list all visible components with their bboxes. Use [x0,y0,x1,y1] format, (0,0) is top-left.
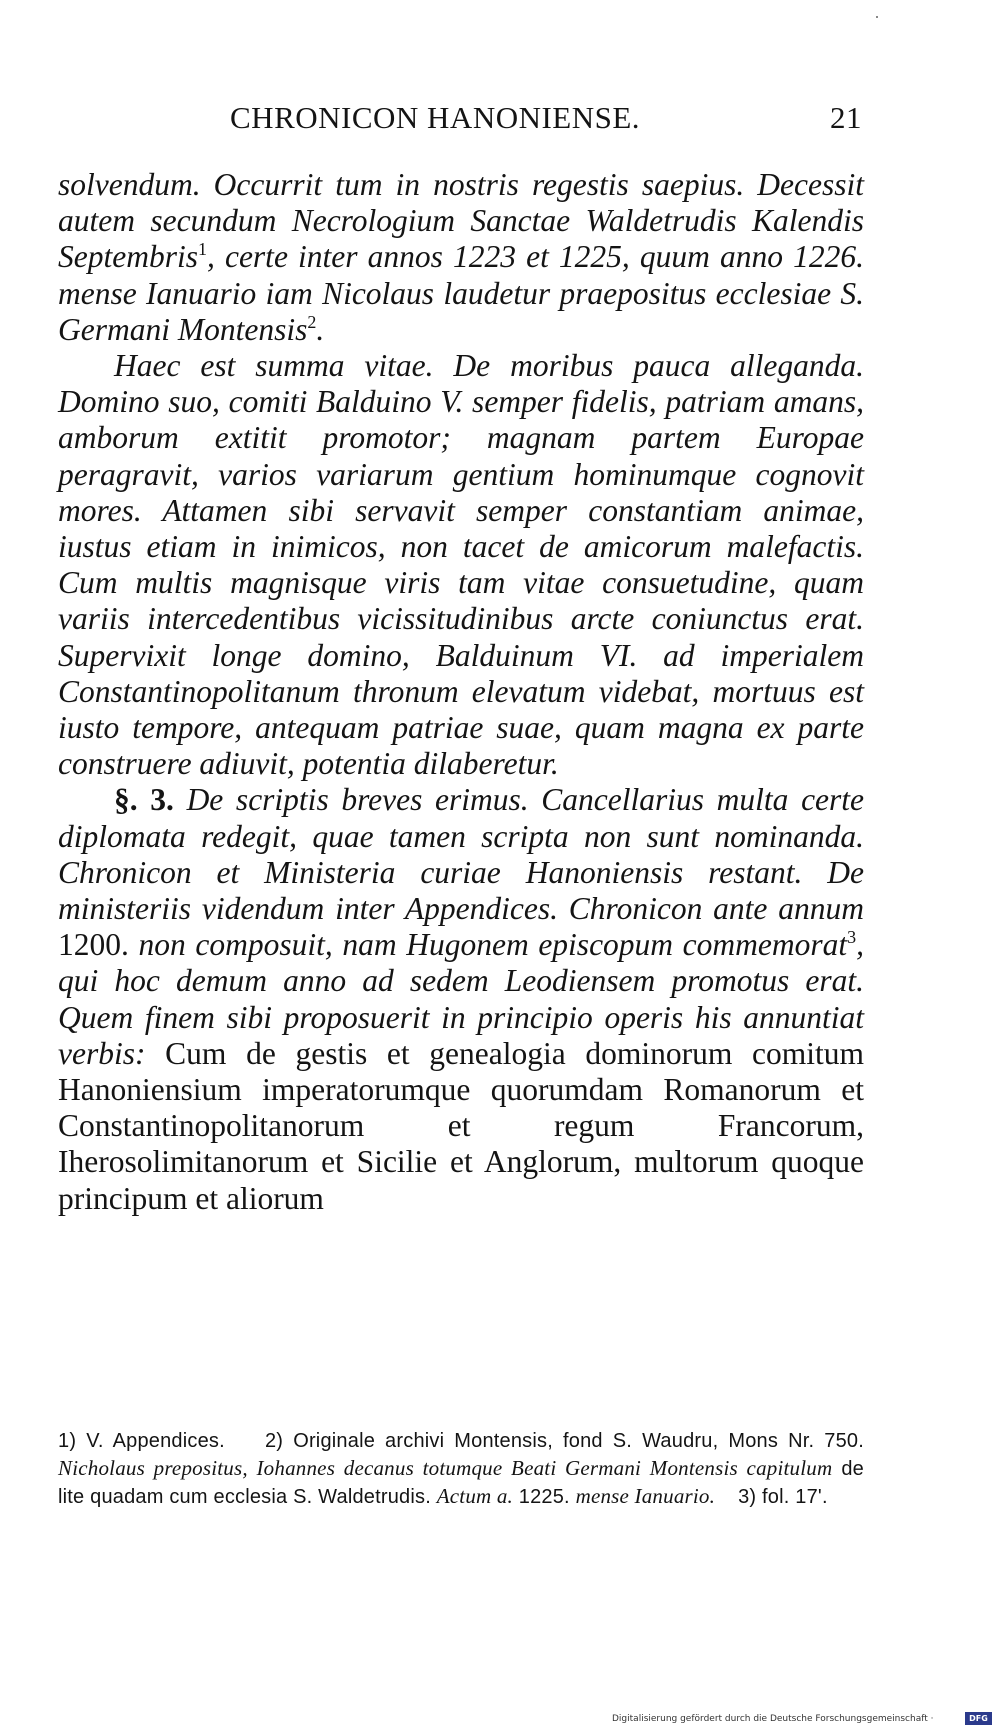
footnote-2-month: mense Ianuario. [575,1484,716,1508]
paragraph-3-text-c: , qui hoc demum anno ad sedem Leodiensem promotus erat. Quem finem sibi proposuerit in principio operis his annuntiat verbis: [58,927,865,1071]
footnote-2-quote: Nicholaus prepositus, Iohannes decanus totumque Beati Germani Montensis capitulum [58,1456,833,1480]
scan-speck [876,16,878,18]
paragraph-1-text-a: solvendum. Occurrit tum in nostris regestis saepius. Decessit autem secundum Necrologium Sanctae Waldetrudis Kalendis Septembris [58,167,864,275]
paragraph-3-year: 1200. [58,927,129,963]
chronicle-quote: Cum de gestis et genealogia dominorum comitum Hanoniensium imperatorumque quorumdam Romanorum et Constantinopolitanorum et regum Francorum, Iherosolimitanorum et Sicilie et Anglorum, multorum quoque principum et aliorum [58,1035,865,1216]
paragraph-3-text-b: non composuit, nam Hugonem episcopum commemorat [138,927,848,963]
footnote-ref-1: 1 [197,239,207,260]
footnote-3: 3) fol. 17'. [738,1486,828,1508]
digitization-credit: Digitalisierung gefördert durch die Deutsche Forschungsgemeinschaft · [612,1714,934,1724]
main-text [58,167,864,1217]
section-marker: §. 3. [114,782,174,818]
paragraph-1-text-c: . [316,311,325,347]
paragraph-1-text-b: , certe inter annos 1223 et 1225, quum anno 1226. mense Ianuario iam Nicolaus laudetur praepositus ecclesiae S. Germani Montensis [58,239,864,347]
footnote-block [58,1428,864,1511]
running-header [230,100,862,140]
paragraph-2: Haec est summa vitae. De moribus pauca alleganda. Domino suo, comiti Balduino V. semper fidelis, patriam amans, amborum extitit promotor; magnam partem Europae peragravit, varios variarum gentium hominumque cognovit mores. Attamen sibi servavit semper constantiam animae, iustus etiam in inimicos, non tacet de amicorum malefactis. Cum multis magnisque viris tam vitae consuetudine, quam variis intercedentibus vicissitudinibus arcte coniunctus erat. Supervixit longe domino, Balduinum VI. ad imperialem Constantinopolitanum thronum elevatum videbat, mortuus est iusto tempore, antequam patriae suae, quam magna ex parte construere adiuvit, potentia dilaberetur. [58,348,864,782]
footnotes [58,1428,864,1511]
footnote-2-year: 1225. [518,1486,570,1508]
paragraph-1 [58,167,864,348]
footnote-1: 1) V. Appendices. [58,1430,225,1452]
footnote-2-actum: Actum a. [436,1484,513,1508]
footnote-2-subject: de lite quadam cum ecclesia S. Waldetrudis. [58,1458,864,1508]
dfg-logo: DFG [965,1712,992,1725]
footnote-ref-3: 3 [847,927,857,948]
footnote-2-source: 2) Originale archivi Montensis, fond S. Waudru, Mons Nr. 750. [264,1430,864,1452]
page-number: 21 [830,100,862,135]
paragraph-3 [58,782,864,1216]
running-title: CHRONICON HANONIENSE. [230,100,641,135]
paragraph-3-text-a: De scriptis breves erimus. Cancellarius multa certe diplomata redegit, quae tamen scripta non sunt nominanda. Chronicon et Ministeria curiae Hanoniensis restant. De ministeriis videndum inter Appendices. Chronicon ante annum [58,782,865,927]
footnote-ref-2: 2 [307,311,317,332]
